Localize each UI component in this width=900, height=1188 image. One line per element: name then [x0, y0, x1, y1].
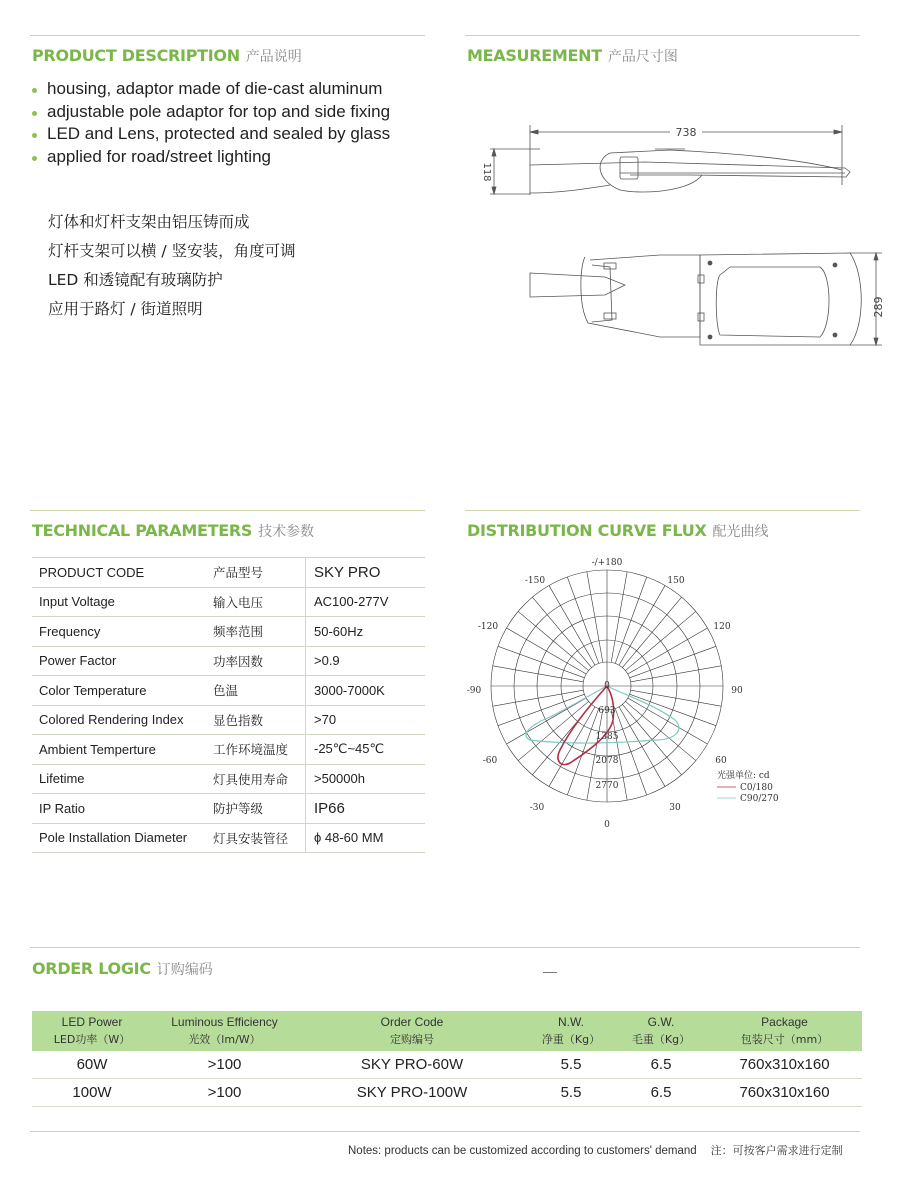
- param-name-cn: 产品型号: [213, 558, 306, 588]
- section-title-order-logic: [32, 959, 213, 979]
- footer-notes: [348, 1142, 843, 1158]
- cell-order-code: SKY PRO-100W: [297, 1079, 527, 1107]
- section-title-measurement: [467, 46, 678, 66]
- table-row: [32, 823, 425, 853]
- svg-text:90: 90: [731, 686, 743, 696]
- col-header: Order Code 定购编号: [297, 1011, 527, 1051]
- feature-list-cn: [48, 208, 296, 324]
- title-cn: 产品尺寸图: [607, 49, 678, 65]
- svg-text:光强单位: cd: 光强单位: cd: [717, 771, 770, 781]
- param-name: PRODUCT CODE: [32, 558, 213, 588]
- svg-text:693: 693: [598, 706, 616, 716]
- table-row: [32, 676, 425, 706]
- param-value: 50-60Hz: [306, 617, 426, 647]
- divider: [30, 947, 860, 948]
- feature-item: applied for road/street lighting: [32, 146, 390, 169]
- param-name: Color Temperature: [32, 676, 213, 706]
- feature-list: [32, 78, 390, 168]
- col-header: Luminous Efficiency 光效（lm/W）: [152, 1011, 297, 1051]
- divider: [30, 510, 425, 511]
- stray-dash: [543, 972, 557, 973]
- svg-text:-90: -90: [466, 686, 482, 696]
- cell-efficiency: >100: [152, 1051, 297, 1079]
- title-cn: 订购编码: [156, 962, 213, 978]
- cell-order-code: SKY PRO-60W: [297, 1051, 527, 1079]
- title-en: MEASUREMENT: [467, 46, 602, 65]
- section-title-distribution-curve: [467, 521, 768, 541]
- param-name-cn: 输入电压: [213, 587, 306, 617]
- svg-text:-60: -60: [482, 756, 498, 766]
- cell-net-weight: 5.5: [527, 1079, 615, 1107]
- cell-package: 760x310x160: [707, 1051, 862, 1079]
- divider: [30, 1131, 860, 1132]
- notes-en: Notes: products can be customized according to customers' demand: [348, 1145, 697, 1157]
- feature-item: LED and Lens, protected and sealed by glass: [32, 123, 390, 146]
- table-row: [32, 558, 425, 588]
- dimension-height: 118: [481, 162, 492, 182]
- param-name-cn: 灯具安装管径: [213, 823, 306, 853]
- table-row: [32, 1051, 862, 1079]
- title-cn: 产品说明: [245, 49, 302, 65]
- dimension-width: 289: [872, 296, 885, 318]
- param-name: Ambient Temperture: [32, 735, 213, 765]
- param-name-cn: 色温: [213, 676, 306, 706]
- param-value: >70: [306, 705, 426, 735]
- feature-item-cn: 灯体和灯杆支架由铝压铸而成: [48, 213, 250, 231]
- feature-item: adjustable pole adaptor for top and side fixing: [32, 101, 390, 124]
- param-name-cn: 频率范围: [213, 617, 306, 647]
- cell-power: 100W: [32, 1079, 152, 1107]
- cell-gross-weight: 6.5: [615, 1051, 707, 1079]
- title-en: DISTRIBUTION CURVE FLUX: [467, 521, 707, 540]
- dimension-length: 738: [675, 126, 697, 139]
- svg-text:C0/180: C0/180: [740, 783, 773, 793]
- svg-text:1385: 1385: [595, 732, 619, 742]
- technical-parameters-table: [32, 557, 425, 853]
- table-row: [32, 617, 425, 647]
- notes-cn: 注：可按客户需求进行定制: [710, 1144, 843, 1157]
- section-title-technical-parameters: [32, 521, 314, 541]
- table-row: [32, 794, 425, 824]
- table-row: [32, 735, 425, 765]
- param-name-cn: 灯具使用寿命: [213, 764, 306, 794]
- polar-distribution-chart: [460, 555, 800, 835]
- cell-net-weight: 5.5: [527, 1051, 615, 1079]
- param-name-cn: 防护等级: [213, 794, 306, 824]
- param-name: Lifetime: [32, 764, 213, 794]
- divider: [465, 35, 860, 36]
- feature-item: housing, adaptor made of die-cast aluminum: [32, 78, 390, 101]
- title-cn: 技术参数: [258, 524, 315, 540]
- param-value: >50000h: [306, 764, 426, 794]
- svg-text:0: 0: [604, 681, 610, 691]
- param-name-cn: 功率因数: [213, 646, 306, 676]
- section-title-product-description: [32, 46, 302, 66]
- svg-text:150: 150: [667, 576, 685, 586]
- table-row: [32, 1079, 862, 1107]
- param-value: AC100-277V: [306, 587, 426, 617]
- top-view-drawing: [520, 245, 890, 375]
- param-name-cn: 工作环境温度: [213, 735, 306, 765]
- svg-text:2078: 2078: [595, 756, 619, 766]
- svg-text:0: 0: [604, 820, 610, 830]
- title-en: PRODUCT DESCRIPTION: [32, 46, 240, 65]
- param-name: Power Factor: [32, 646, 213, 676]
- svg-text:120: 120: [713, 622, 731, 632]
- param-value: SKY PRO: [306, 558, 426, 588]
- title-cn: 配光曲线: [712, 524, 769, 540]
- svg-text:-30: -30: [529, 803, 545, 813]
- svg-text:C90/270: C90/270: [740, 794, 779, 804]
- param-value: 3000-7000K: [306, 676, 426, 706]
- param-value: IP66: [306, 794, 426, 824]
- svg-text:-/+180: -/+180: [591, 558, 623, 568]
- cell-power: 60W: [32, 1051, 152, 1079]
- param-value: >0.9: [306, 646, 426, 676]
- side-view-drawing: [470, 115, 880, 215]
- svg-text:-120: -120: [477, 622, 499, 632]
- title-en: ORDER LOGIC: [32, 959, 151, 978]
- param-value: -25℃~45℃: [306, 735, 426, 765]
- svg-text:-150: -150: [524, 576, 546, 586]
- col-header: Package 包装尺寸（mm）: [707, 1011, 862, 1051]
- order-logic-table: [32, 1011, 862, 1107]
- param-value: ϕ 48-60 MM: [306, 823, 426, 853]
- table-row: [32, 587, 425, 617]
- param-name: Frequency: [32, 617, 213, 647]
- cell-package: 760x310x160: [707, 1079, 862, 1107]
- cell-efficiency: >100: [152, 1079, 297, 1107]
- feature-item-cn: 灯杆支架可以横 / 竖安装，角度可调: [48, 242, 296, 260]
- col-header: LED Power LED功率（W）: [32, 1011, 152, 1051]
- col-header: G.W. 毛重（Kg）: [615, 1011, 707, 1051]
- param-name: Input Voltage: [32, 587, 213, 617]
- title-en: TECHNICAL PARAMETERS: [32, 521, 253, 540]
- table-row: [32, 705, 425, 735]
- feature-item-cn: 应用于路灯 / 街道照明: [48, 300, 203, 318]
- svg-text:30: 30: [669, 803, 681, 813]
- table-header-row: [32, 1011, 862, 1051]
- feature-item-cn: LED 和透镜配有玻璃防护: [48, 271, 223, 289]
- param-name: IP Ratio: [32, 794, 213, 824]
- cell-gross-weight: 6.5: [615, 1079, 707, 1107]
- svg-text:2770: 2770: [595, 781, 619, 791]
- table-row: [32, 764, 425, 794]
- svg-text:60: 60: [715, 756, 727, 766]
- divider: [465, 510, 860, 511]
- param-name-cn: 显色指数: [213, 705, 306, 735]
- param-name: Pole Installation Diameter: [32, 823, 213, 853]
- divider: [30, 35, 425, 36]
- col-header: N.W. 净重（Kg）: [527, 1011, 615, 1051]
- chart-legend: [717, 769, 779, 804]
- param-name: Colored Rendering Index: [32, 705, 213, 735]
- table-row: [32, 646, 425, 676]
